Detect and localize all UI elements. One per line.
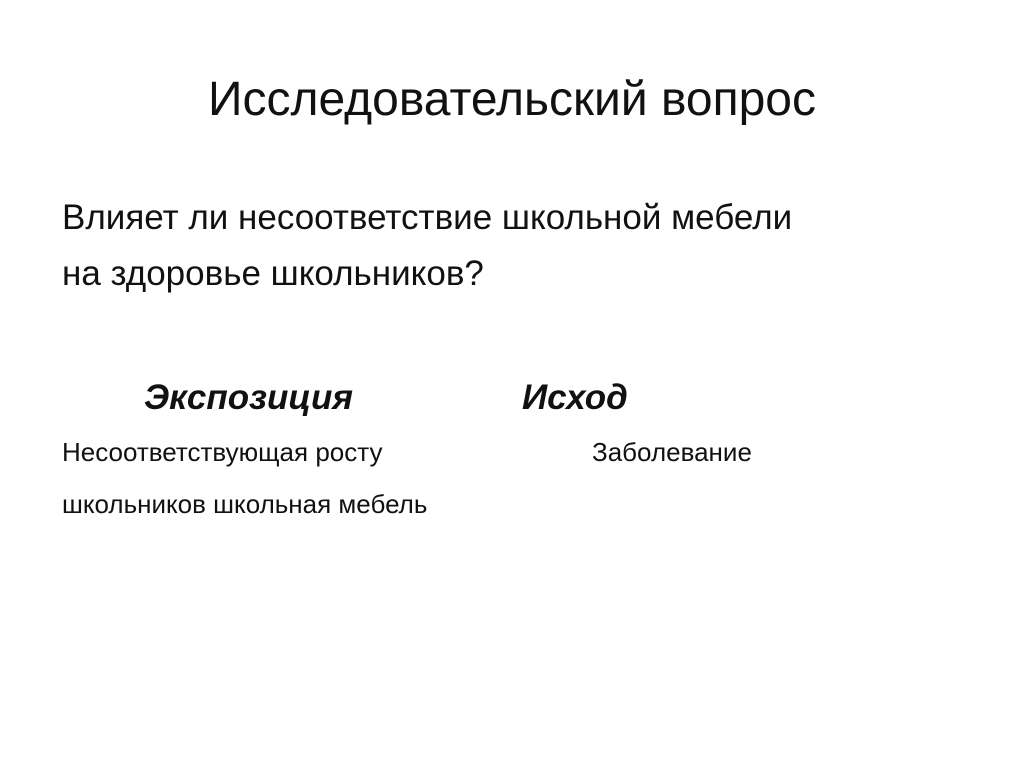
outcome-heading: Исход xyxy=(522,378,628,417)
exposure-description-line-2: школьников школьная мебель xyxy=(62,489,428,519)
slide-title: Исследовательский вопрос xyxy=(207,73,816,126)
research-question xyxy=(62,190,962,302)
research-question-line-2: на здоровье школьников? xyxy=(62,254,484,293)
exposure-description xyxy=(62,426,542,530)
exposure-heading: Экспозиция xyxy=(144,378,353,417)
outcome-description: Заболевание xyxy=(592,437,752,467)
exposure-description-line-1: Несоответствующая росту xyxy=(62,437,383,467)
research-question-line-1: Влияет ли несоответствие школьной мебели xyxy=(62,198,793,237)
